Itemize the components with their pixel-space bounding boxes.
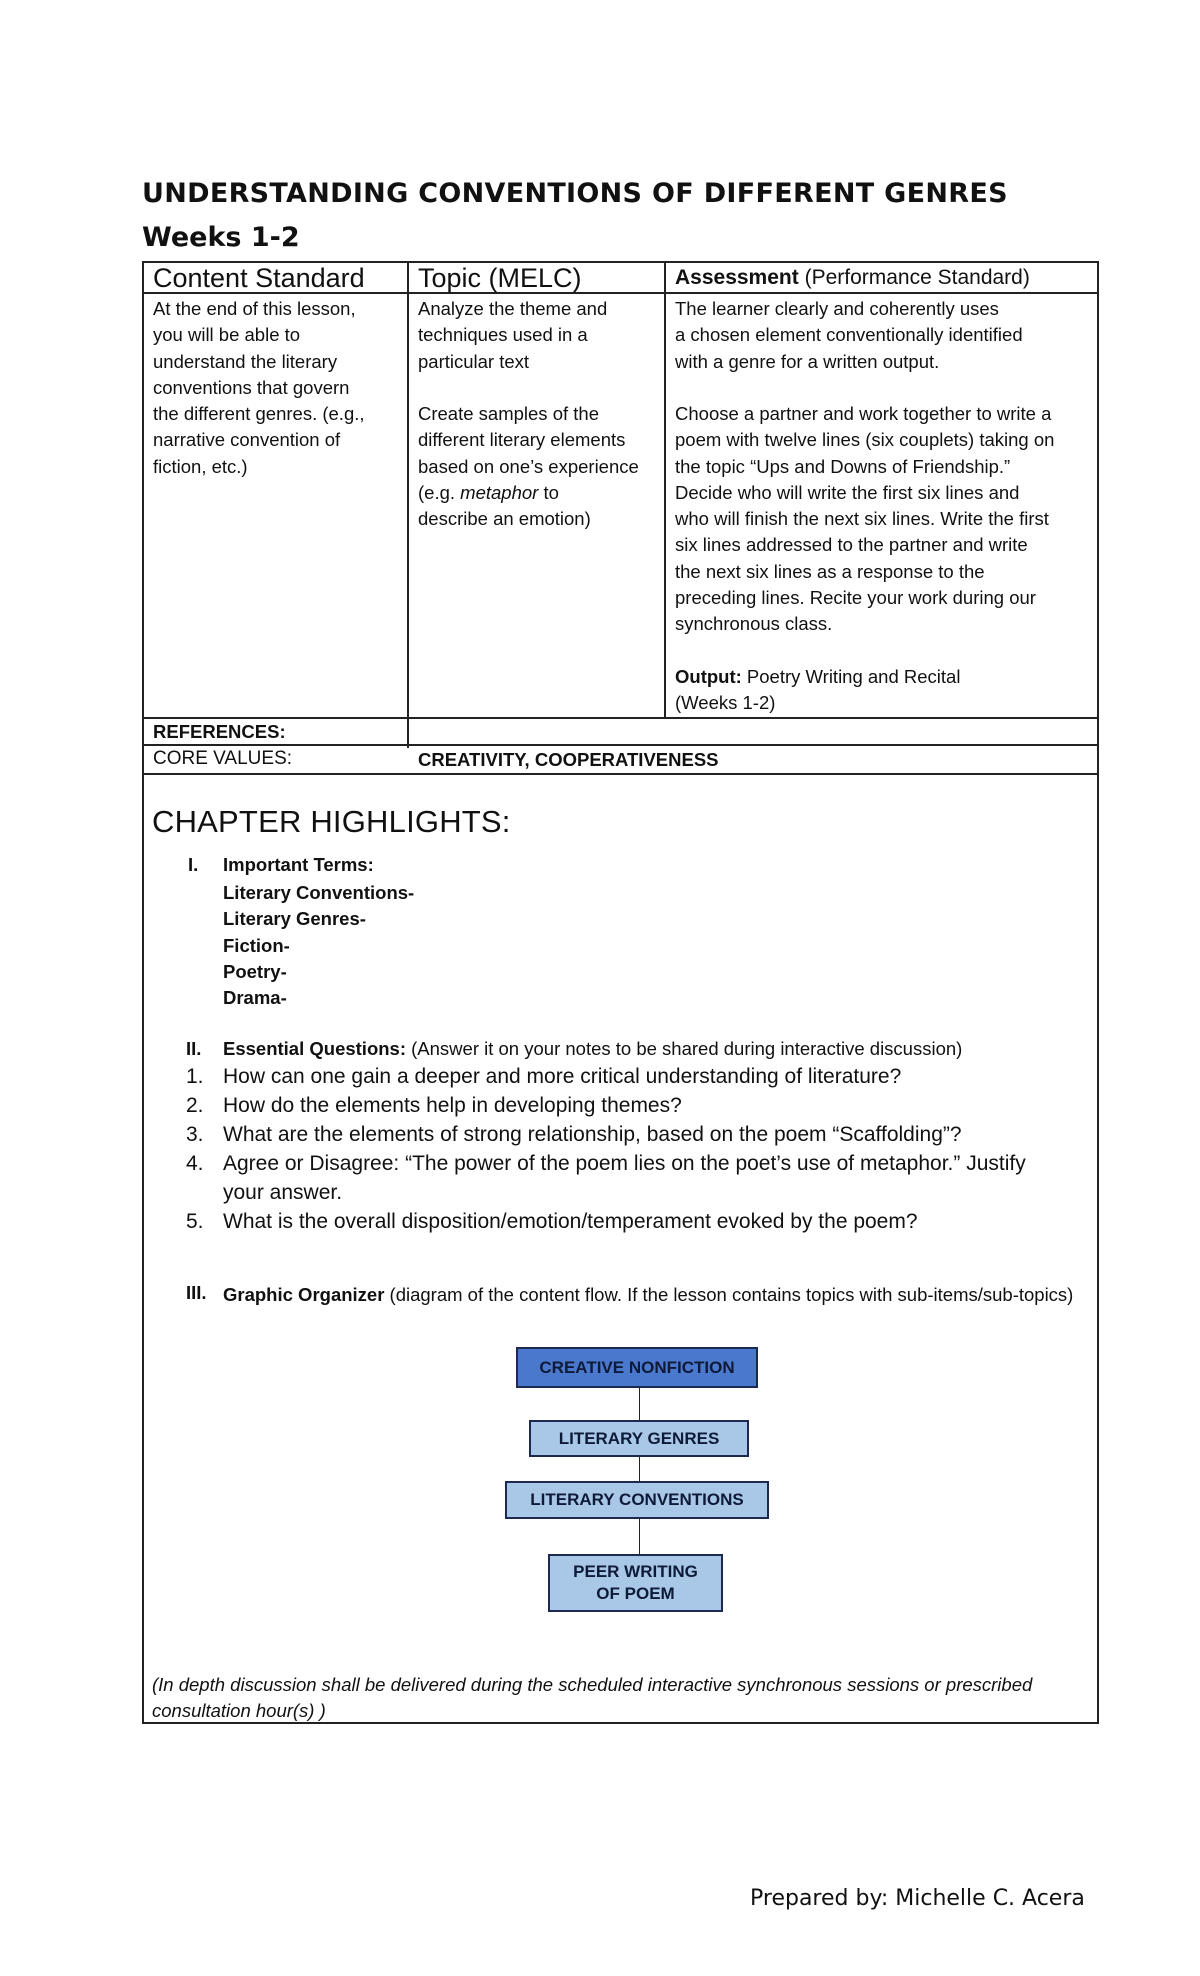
topic-text-analyze: Analyze the theme and techniques used in a particular text [418, 298, 608, 372]
header-assessment-sub: (Performance Standard) [804, 266, 1030, 289]
question-number: 1. [186, 1065, 204, 1088]
column-divider-1 [407, 261, 409, 748]
term-item: Literary Conventions- [223, 882, 415, 903]
term-item: Fiction- [223, 934, 290, 956]
flow-box-peer-writing-line1: PEER WRITING [573, 1562, 698, 1581]
flow-box-peer-writing [548, 1554, 723, 1612]
section-3-number: III. [186, 1282, 207, 1303]
output-text: Poetry Writing and Recital [741, 666, 961, 687]
question-text: How can one gain a deeper and more critical understanding of literature? [223, 1065, 902, 1088]
assessment-output [675, 664, 1095, 690]
header-assessment [675, 266, 1030, 290]
section-3-note: (diagram of the content flow. If the lesson contains topics with sub-items/sub-topics) [384, 1284, 1074, 1305]
section-2-heading [223, 1038, 962, 1060]
topic-eg-word: metaphor [460, 482, 539, 503]
section-2-label: Essential Questions: [223, 1038, 406, 1059]
references-row-divider [142, 717, 1099, 719]
header-assessment-main: Assessment [675, 266, 799, 289]
flow-box-creative-nonfiction: CREATIVE NONFICTION [516, 1347, 758, 1388]
term-item: Poetry- [223, 960, 287, 982]
topic-text-example [418, 480, 662, 506]
question-number: 4. [186, 1152, 204, 1175]
section-3-heading [223, 1282, 1091, 1308]
topic-text-describe: describe an emotion) [418, 508, 591, 529]
prepared-by: Prepared by: Michelle C. Acera [750, 1886, 1085, 1911]
flow-box-peer-writing-line2: OF POEM [596, 1584, 675, 1603]
topic-eg-prefix: (e.g. [418, 482, 461, 503]
term-item: Drama- [223, 987, 287, 1009]
core-values-value: CREATIVITY, COOPERATIVENESS [418, 749, 719, 770]
assessment-text-task: Choose a partner and work together to write a poem with twelve lines (six couplets) taking on the topic “Ups and Downs of Friendship.” Decide who will write the first six lines and who will finish the next six lines. Write the first six lines addressed to the partner and write the next six lines as a response to the preceding lines. Recite your work during our synchronous class. [675, 403, 1055, 635]
question-text: How do the elements help in developing themes? [223, 1094, 682, 1117]
table-body-divider [142, 773, 1099, 775]
section-1-number: I. [188, 854, 199, 875]
column-divider-2 [664, 261, 666, 719]
question-number: 5. [186, 1210, 204, 1233]
section-1-label: Important Terms: [223, 854, 374, 875]
assessment-text-learner: The learner clearly and coherently uses a chosen element conventionally identified with a genre for a written output. [675, 298, 1023, 372]
topic-eg-suffix: to [538, 482, 559, 503]
section-2-number: II. [186, 1038, 202, 1059]
header-topic: Topic (MELC) [418, 263, 582, 293]
footnote: (In depth discussion shall be delivered during the scheduled interactive synchronous sessions or prescribed consultation hour(s) ) [152, 1674, 1033, 1722]
chapter-highlights-title: CHAPTER HIGHLIGHTS: [152, 804, 511, 839]
term-item: Literary Genres- [223, 908, 366, 930]
flow-connector [639, 1453, 640, 1482]
document-title: UNDERSTANDING CONVENTIONS OF DIFFERENT GENRES [142, 178, 1008, 209]
content-standard-text: At the end of this lesson, you will be able to understand the literary conventions that govern the different genres. (e.g., narrative convention of fiction, etc.) [153, 298, 365, 477]
question-number: 3. [186, 1123, 204, 1146]
question-text: What is the overall disposition/emotion/temperament evoked by the poem? [223, 1210, 918, 1233]
question-text: Agree or Disagree: “The power of the poem lies on the poet’s use of metaphor.” Justify your answer. [223, 1152, 1026, 1204]
section-3-label: Graphic Organizer [223, 1284, 385, 1305]
document-subtitle: Weeks 1-2 [142, 222, 300, 253]
important-terms-list [223, 880, 414, 1011]
flow-connector [639, 1517, 640, 1554]
question-text: What are the elements of strong relationship, based on the poem “Scaffolding”? [223, 1123, 962, 1146]
topic-text-create: Create samples of the different literary elements based on one’s experience [418, 403, 639, 477]
header-content-standard: Content Standard [153, 263, 365, 293]
flow-connector [639, 1388, 640, 1420]
assessment-output-weeks: (Weeks 1-2) [675, 692, 776, 713]
output-label: Output: [675, 666, 742, 687]
flow-box-literary-conventions: LITERARY CONVENTIONS [505, 1481, 769, 1519]
question-number: 2. [186, 1094, 204, 1117]
flow-box-literary-genres: LITERARY GENRES [529, 1420, 749, 1457]
references-label: REFERENCES: [153, 721, 286, 742]
core-values-row-divider [142, 744, 1099, 746]
core-values-label: CORE VALUES: [153, 748, 293, 769]
section-2-note: (Answer it on your notes to be shared during interactive discussion) [406, 1038, 963, 1059]
